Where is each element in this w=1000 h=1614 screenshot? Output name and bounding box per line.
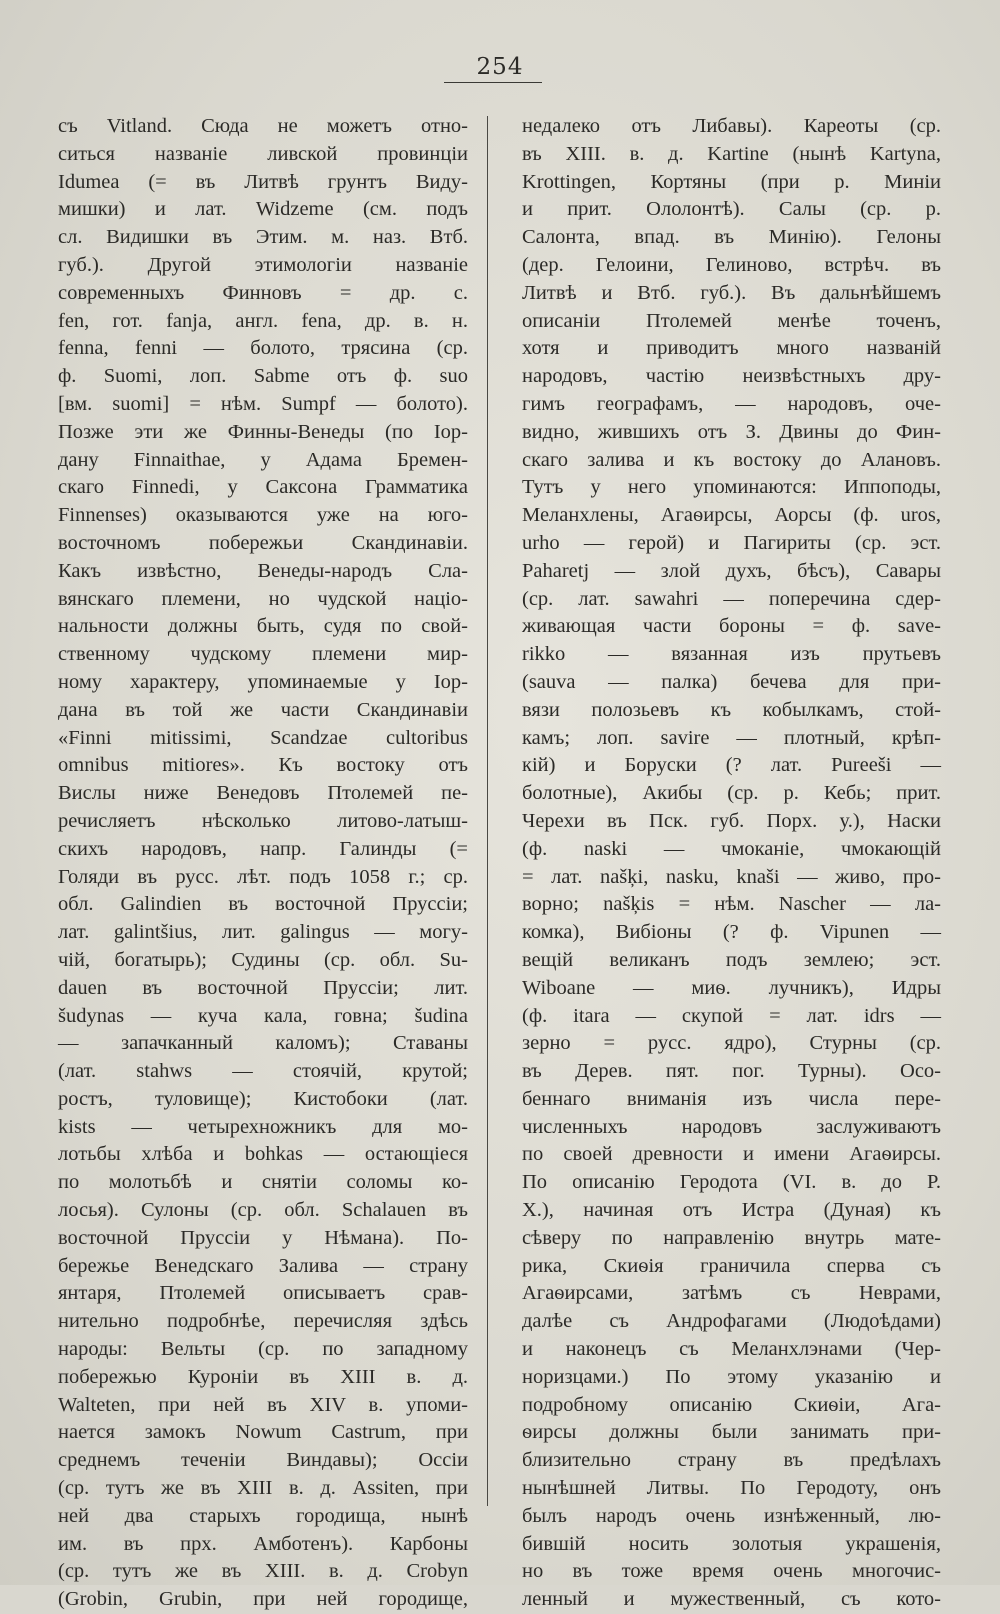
right-column-line: бившій носить золотыя украшенія, bbox=[522, 1532, 941, 1555]
left-column-line: нается замокъ Nowum Castrum, при bbox=[58, 1421, 468, 1444]
left-column-line: побережью Куроніи въ XIII в. д. bbox=[58, 1365, 468, 1388]
left-column-line: лосья). Сулоны (ср. обл. Schalauen въ bbox=[58, 1199, 468, 1222]
right-column-line: подробному описанію Скиѳіи, Ага- bbox=[522, 1393, 941, 1416]
right-column-line: народовъ, частію неизвѣстныхъ дру- bbox=[522, 365, 941, 388]
right-column-line: былъ народъ очень изнѣженный, лю- bbox=[522, 1504, 941, 1527]
left-column-line: нальности должны быть, судя по свой- bbox=[58, 615, 468, 638]
right-column-line: (ф. itara — скупой = лат. idrs — bbox=[522, 1004, 941, 1027]
left-column-line: лат. galintšius, лит. galingus — могу- bbox=[58, 921, 468, 944]
right-column-line: видно, жившихъ отъ З. Двины до Фин- bbox=[522, 420, 941, 443]
left-column-line: ситься названіе ливской провинціи bbox=[58, 142, 468, 165]
right-column-line: зерно = русс. ядро), Стурны (ср. bbox=[522, 1032, 941, 1055]
left-column-line: скихъ народовъ, напр. Галинды (= bbox=[58, 837, 468, 860]
page-number-rule bbox=[444, 82, 542, 83]
left-column-line: дана въ той же части Скандинавіи bbox=[58, 698, 468, 721]
right-column bbox=[522, 113, 941, 1614]
right-column-line: и прит. Ололонтѣ). Салы (ср. р. bbox=[522, 198, 941, 221]
column-divider bbox=[487, 116, 488, 1506]
left-column-line: вянскаго племени, но чудской націо- bbox=[58, 587, 468, 610]
left-column-line: (ср. тутъ же въ XIII. в. д. Crobyn bbox=[58, 1560, 468, 1583]
right-column-line: кій) и Боруски (? лат. Pureeši — bbox=[522, 754, 941, 777]
left-column-line: (Grobin, Grubin, при ней городище, bbox=[58, 1588, 468, 1611]
left-column-line: — запачканный каломъ); Ставаны bbox=[58, 1032, 468, 1055]
right-column-line: Х.), начиная отъ Истра (Дуная) къ bbox=[522, 1199, 941, 1222]
left-column-line: (лат. stahws — стоячій, крутой; bbox=[58, 1060, 468, 1083]
left-column-line: губ.). Другой этимологіи названіе bbox=[58, 253, 468, 276]
left-column-line: Позже эти же Финны-Венеды (по Іор- bbox=[58, 420, 468, 443]
left-column-line: восточномъ побережьи Скандинавіи. bbox=[58, 531, 468, 554]
right-column-line: (дер. Гелоини, Гелиново, встрѣч. въ bbox=[522, 253, 941, 276]
right-column-line: По описанію Геродота (VI. в. до Р. bbox=[522, 1171, 941, 1194]
left-column-line: ному характеру, упоминаемые у Іор- bbox=[58, 670, 468, 693]
right-column-line: болотные), Акибы (ср. р. Кебь; прит. bbox=[522, 782, 941, 805]
right-column-line: (ср. лат. sawahri — поперечина сдер- bbox=[522, 587, 941, 610]
left-column-line: мишки) и лат. Widzeme (см. подъ bbox=[58, 198, 468, 221]
right-column-line: беннаго вниманія изъ числа пере- bbox=[522, 1087, 941, 1110]
right-column-line: Krottingen, Кортяны (при р. Миніи bbox=[522, 170, 941, 193]
left-column-line: Idumea (= въ Литвѣ грунтъ Виду- bbox=[58, 170, 468, 193]
right-column-line: (sauva — палка) бечева для при- bbox=[522, 670, 941, 693]
left-column-line: Finnenses) оказываются уже на юго- bbox=[58, 504, 468, 527]
right-column-line: далѣе съ Андрофагами (Людоѣдами) bbox=[522, 1310, 941, 1333]
right-column-line: ѳирсы должны были занимать при- bbox=[522, 1421, 941, 1444]
page-number: 254 bbox=[476, 54, 524, 80]
right-column-line: Литвѣ и Втб. губ.). Въ дальнѣйшемъ bbox=[522, 281, 941, 304]
left-column-line: современныхъ Финновъ = др. с. bbox=[58, 281, 468, 304]
right-column-line: комка), Вибіоны (? ф. Vipunen — bbox=[522, 921, 941, 944]
right-column-line: Агаѳирсами, затѣмъ съ Неврами, bbox=[522, 1282, 941, 1305]
left-column-line: [вм. suomi] = нѣм. Sumpf — болото). bbox=[58, 392, 468, 415]
right-column-line: скаго залива и къ востоку до Алановъ. bbox=[522, 448, 941, 471]
left-column-line: «Finni mitissimi, Scandzae cultoribus bbox=[58, 726, 468, 749]
left-column-line: речисляетъ нѣсколько литово-латыш- bbox=[58, 809, 468, 832]
right-column-line: сѣверу по направленію внутрь мате- bbox=[522, 1226, 941, 1249]
right-column-line: недалеко отъ Либавы). Кареоты (ср. bbox=[522, 115, 941, 137]
left-column-line: обл. Galindien въ восточной Пруссіи; bbox=[58, 893, 468, 916]
left-column-line: (ср. тутъ же въ XIII в. д. Assiten, при bbox=[58, 1477, 468, 1500]
right-column-line: по своей древности и имени Агаѳирсы. bbox=[522, 1143, 941, 1166]
left-column-line: fenna, fenni — болото, трясина (ср. bbox=[58, 337, 468, 360]
left-column-line: ственному чудскому племени мир- bbox=[58, 643, 468, 666]
left-column-line: бережье Венедскаго Залива — страну bbox=[58, 1254, 468, 1277]
left-column-line: Walteten, при ней въ XIV в. упоми- bbox=[58, 1393, 468, 1416]
left-column-line: ростъ, туловище); Кистобоки (лат. bbox=[58, 1087, 468, 1110]
right-column-line: Меланхлены, Агаѳирсы, Аорсы (ф. uros, bbox=[522, 504, 941, 527]
left-column-line: янтаря, Птолемей описываетъ срав- bbox=[58, 1282, 468, 1305]
right-column-line: норизцами.) По этому указанію и bbox=[522, 1365, 941, 1388]
left-column-line: дану Finnaithae, у Адама Бремен- bbox=[58, 448, 468, 471]
right-column-line: описаніи Птолемей менѣе точенъ, bbox=[522, 309, 941, 332]
right-column-line: численныхъ народовъ заслуживаютъ bbox=[522, 1115, 941, 1138]
right-column-line: живающая части бороны = ф. save- bbox=[522, 615, 941, 638]
right-column-line: и наконецъ съ Меланхлэнами (Чер- bbox=[522, 1338, 941, 1361]
right-column-line: Салонта, впад. въ Минію). Гелоны bbox=[522, 226, 941, 249]
right-column-line: но въ тоже время очень многочис- bbox=[522, 1560, 941, 1583]
left-column-line: omnibus mitiores». Къ востоку отъ bbox=[58, 754, 468, 777]
left-column-line: šudynas — куча кала, говна; šudina bbox=[58, 1004, 468, 1027]
left-column-line: скаго Finnedi, у Саксона Грамматика bbox=[58, 476, 468, 499]
left-column-line: Какъ извѣстно, Венеды-народъ Сла- bbox=[58, 559, 468, 582]
right-column-line: Черехи въ Пск. губ. Порх. у.), Наски bbox=[522, 809, 941, 832]
right-column-line: Wiboane — миѳ. лучникъ), Идры bbox=[522, 976, 941, 999]
right-column-line: Paharetj — злой духъ, бѣсъ), Савары bbox=[522, 559, 941, 582]
right-column-line: Тутъ у него упоминаются: Иппоподы, bbox=[522, 476, 941, 499]
right-column-line: ворно; našķis = нѣм. Nascher — ла- bbox=[522, 893, 941, 916]
right-column-line: вязи полозьевъ къ кобылкамъ, стой- bbox=[522, 698, 941, 721]
left-column-line: ф. Suomi, лоп. Sabme отъ ф. suo bbox=[58, 365, 468, 388]
left-column-line: лотьбы хлѣба и bohkas — остающіеся bbox=[58, 1143, 468, 1166]
left-column-line: fen, гот. fanja, англ. fena, др. в. н. bbox=[58, 309, 468, 332]
right-column-line: вещій великанъ подъ землею; эст. bbox=[522, 948, 941, 971]
right-column-line: нынѣшней Литвы. По Геродоту, онъ bbox=[522, 1477, 941, 1500]
right-column-line: камъ; лоп. savire — плотный, крѣп- bbox=[522, 726, 941, 749]
left-column-line: Голяди въ русс. лѣт. подъ 1058 г.; ср. bbox=[58, 865, 468, 888]
left-column-line: по молотьбѣ и снятіи соломы ко- bbox=[58, 1171, 468, 1194]
right-column-line: urho — герой) и Пагириты (ср. эст. bbox=[522, 531, 941, 554]
right-column-line: = лат. našķi, nasku, knaši — живо, про- bbox=[522, 865, 941, 888]
right-column-line: ленный и мужественный, съ кото- bbox=[522, 1588, 941, 1611]
left-column-line: сл. Видишки въ Этим. м. наз. Втб. bbox=[58, 226, 468, 249]
left-column-line: kists — четырехножникъ для мо- bbox=[58, 1115, 468, 1138]
left-column-line: dauen въ восточной Пруссіи; лит. bbox=[58, 976, 468, 999]
left-column-line: им. въ прх. Амботенъ). Карбоны bbox=[58, 1532, 468, 1555]
right-column-line: въ Дерев. пят. пог. Турны). Осо- bbox=[522, 1060, 941, 1083]
right-column-line: рика, Скиѳія граничила сперва съ bbox=[522, 1254, 941, 1277]
left-column-line: народы: Вельты (ср. по западному bbox=[58, 1338, 468, 1361]
right-column-line: въ XIII. в. д. Kartine (нынѣ Kartyna, bbox=[522, 142, 941, 165]
right-column-line: хотя и приводитъ много названій bbox=[522, 337, 941, 360]
right-column-line: близительно страну въ предѣлахъ bbox=[522, 1449, 941, 1472]
right-column-line: (ф. naski — чмоканіе, чмокающій bbox=[522, 837, 941, 860]
left-column bbox=[58, 113, 468, 1614]
right-column-line: rikko — вязанная изъ прутьевъ bbox=[522, 643, 941, 666]
left-column-line: восточной Пруссіи у Нѣмана). По- bbox=[58, 1226, 468, 1249]
left-column-line: чій, богатырь); Судины (ср. обл. Su- bbox=[58, 948, 468, 971]
left-column-line: съ Vitland. Сюда не можетъ отно- bbox=[58, 115, 468, 137]
left-column-line: среднемъ теченіи Виндавы); Оссіи bbox=[58, 1449, 468, 1472]
left-column-line: Вислы ниже Венедовъ Птолемей пе- bbox=[58, 782, 468, 805]
left-column-line: ней два старыхъ городища, нынѣ bbox=[58, 1504, 468, 1527]
left-column-line: нительно подробнѣе, перечисляя здѣсь bbox=[58, 1310, 468, 1333]
right-column-line: гимъ географамъ, — народовъ, оче- bbox=[522, 392, 941, 415]
